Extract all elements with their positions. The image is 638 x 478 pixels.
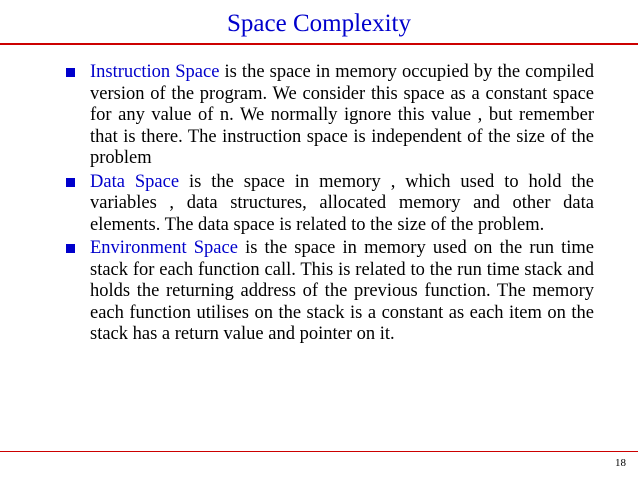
bullet-term: Data Space [90, 171, 180, 192]
footer-divider [0, 451, 638, 452]
square-bullet-icon [66, 244, 75, 253]
bullet-list [66, 62, 594, 348]
bullet-text: is the space in memory , which used to hold the variables , data structures, allocated memory and other data elements. The data space is related to the size of the problem. [90, 171, 594, 235]
bullet-term: Environment Space [90, 238, 238, 258]
bullet-text: is the space in memory used on the run time stack for each function call. This is related to the run time stack and holds the returning address of the previous function. The memory each function utilises on the stack is a constant as each item on the stack has a return value and pointer on it. [90, 238, 595, 344]
bullet-text: is the space in memory occupied by the compiled version of the program. We consider this space as a constant space for any value of n. We normally ignore this value , but remember that is there. The instruction space is independent of the size of the problem [90, 62, 594, 168]
bullet-term: Instruction Space [90, 62, 220, 82]
square-bullet-icon [66, 178, 75, 187]
slide-title: Space Complexity [227, 10, 411, 37]
bullet-item-data-space [66, 172, 594, 237]
title-divider [0, 43, 638, 45]
square-bullet-icon [66, 68, 75, 77]
bullet-item-environment-space [66, 238, 594, 346]
bullet-item-instruction-space [66, 62, 594, 170]
page-number: 18 [615, 457, 626, 469]
